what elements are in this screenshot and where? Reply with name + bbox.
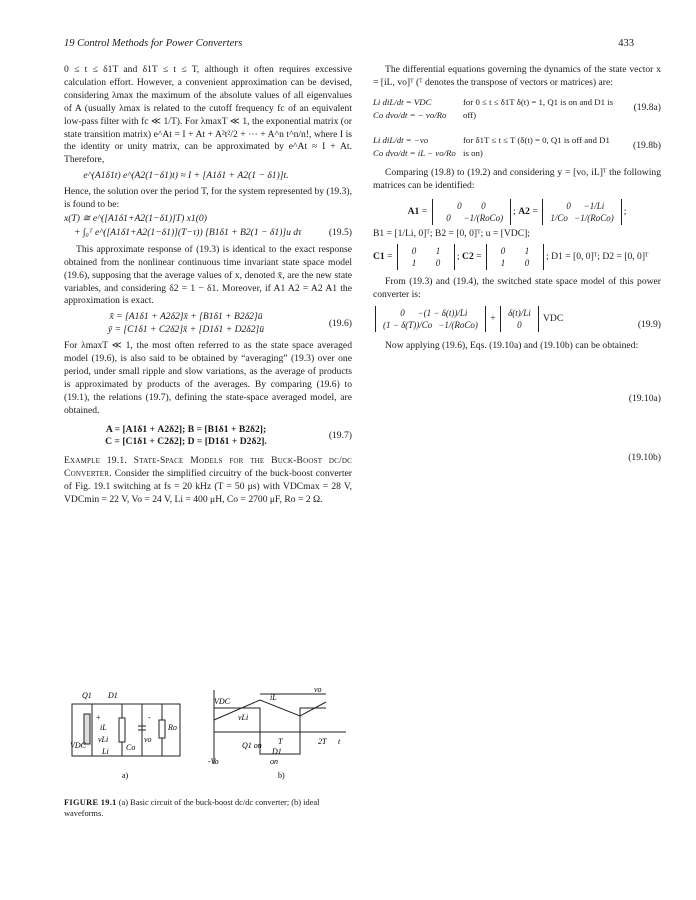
paragraph: This approximate response of (19.3) is identical to the exact response obtained from the nonlinear continuous time invariant state space model (19.6), supposing that the average values of x, denoted x̄, are the new state variables, and considering δ2 = 1 − δ1. Moreover, if A1 A2 = A2 A1 the approximation is exact. bbox=[64, 243, 352, 307]
figure-19-1 bbox=[64, 686, 352, 782]
matrix-input-9: δ(t)/Li 0 bbox=[500, 306, 539, 332]
page-number: 433 bbox=[618, 38, 634, 49]
equation-19-10b: (19.10b) bbox=[628, 451, 661, 463]
matrices-b: B1 = [1/Li, 0]ᵀ; B2 = [0, 0]ᵀ; u = [VDC]; bbox=[373, 228, 530, 240]
equation-19-10a: (19.10a) bbox=[628, 392, 661, 404]
equation-19-8b: Li diL/dt = −vo Co dvo/dt = iL − vo/Ro for δ1T ≤ t ≤ T (δ(t) = 0, Q1 is off and D1 is on) (19.8b) bbox=[373, 134, 661, 158]
wave-time: t bbox=[338, 737, 341, 746]
wave-il: iL bbox=[270, 693, 277, 702]
matrix-a2: 0 −1/Li 1/Co −1/(RoCo) bbox=[542, 199, 622, 225]
left-column bbox=[64, 64, 352, 507]
matrices-c: C1 = 0 1 1 0 ; C2 = 0 1 1 0 ; D1 = [0, 0]ᵀ; D2 = [0, 0]ᵀ bbox=[373, 246, 649, 269]
wave-vdc: VDC bbox=[214, 697, 230, 706]
example-paragraph bbox=[64, 455, 352, 507]
paragraph: Comparing (19.8) to (19.2) and considering y = [vo, iL]ᵀ the following matrices can be identified: bbox=[373, 167, 661, 192]
label-li: Li bbox=[102, 747, 109, 756]
label-vli: vLi bbox=[98, 735, 109, 744]
paragraph: The differential equations governing the dynamics of the state vector x = [iL, vo]ᵀ (ᵀ denotes the transpose of vectors or matrices) are: bbox=[373, 64, 661, 88]
figure-caption bbox=[64, 797, 352, 819]
label-co: Co bbox=[126, 743, 136, 752]
label-minus: - bbox=[148, 713, 151, 722]
running-header: 19 Control Methods for Power Converters bbox=[64, 38, 243, 49]
equation: e^(A1δ1t) e^(A2(1−δ1)t) ≈ I + [A1δ1 + A2(1 − δ1)]t. bbox=[83, 170, 289, 182]
label-vo: vo bbox=[144, 735, 152, 744]
example-title: Example 19.1. State-Space Models for the Buck-Boost dc/dc Converter. bbox=[64, 455, 352, 480]
equation-19-5-line2: + ∫₀ᵀ e^([A1δ1+A2(1−δ1)](T−τ)) [B1δ1 + B2(1 − δ1)]u dτ (19.5) bbox=[74, 226, 352, 238]
caption-text: (a) Basic circuit of the buck-boost dc/dc converter; (b) ideal waveforms. bbox=[64, 798, 320, 818]
equation-19-7: A = [A1δ1 + A2δ2]; B = [B1δ1 + B2δ2]; C = [C1δ1 + C2δ2]; D = [D1δ1 + D2δ2]. (19.7) bbox=[105, 423, 352, 448]
wave-negvo: -Vo bbox=[208, 757, 219, 766]
matrix-state-9: 0 −(1 − δ(t))/Li (1 − δ(T))/Co −1/(RoCo) bbox=[375, 306, 486, 332]
subfig-b: b) bbox=[278, 771, 285, 780]
label-plus: + bbox=[96, 713, 101, 722]
matrix-a1: 0 0 0 −1/(RoCo) bbox=[432, 199, 512, 225]
wave-2t: 2T bbox=[318, 737, 327, 746]
label-q1: Q1 bbox=[82, 691, 92, 700]
wave-q1on: Q1 on bbox=[242, 741, 262, 750]
equation-19-6: x̄̇ = [A1δ1 + A2δ2]x̄ + [B1δ1 + B2δ2]ū ȳ = [C1δ1 + C2δ2]x̄ + [D1δ1 + D2δ2]ū (19.6) bbox=[107, 311, 352, 336]
label-vdc: VDC bbox=[70, 741, 86, 750]
example-text: Consider the simplified circuitry of the buck-boost converter of Fig. 19.1 switching at fs = 20 kHz (T = 50 μs) with VDCmax = 28 V, VDCmin = 22 V, Vo = 24 V, Li = 400 μH, Co = 2700 μF, Ro = 2 Ω. bbox=[64, 468, 352, 506]
wave-on: on bbox=[270, 757, 278, 766]
paragraph: 0 ≤ t ≤ δ1T and δ1T ≤ t ≤ T, although it often requires excessive calculation effort. However, a convenient approximation can be devised, considering λmax the maximum of the absolute values of all eigenvalues of A (usually λmax is related to the cutoff frequency fc of an equivalent low-pass filter with fc ≪ 1/T). For λmaxT ≪ 1, the exponential matrix (or state transition matrix) e^At = I + At + A²t²/2 + ··· + A^n t^n/n!, where I is the identity or unity matrix, can be approximated by e^At ≈ I + At. Therefore, bbox=[64, 64, 352, 166]
matrix-c2: 0 1 1 0 bbox=[486, 244, 544, 270]
label-ro: Ro bbox=[168, 723, 177, 732]
caption-label: FIGURE 19.1 bbox=[64, 798, 117, 807]
paragraph: From (19.3) and (19.4), the switched state space model of this power converter is: bbox=[373, 276, 661, 301]
equation-19-8a: Li diL/dt = VDC Co dvo/dt = − vo/Ro for 0 ≤ t ≤ δ1T δ(t) = 1, Q1 is on and D1 is off) (19.8a) bbox=[373, 96, 661, 120]
subfig-a: a) bbox=[122, 771, 129, 780]
matrix-c1: 0 1 1 0 bbox=[397, 244, 455, 270]
label-il: iL bbox=[100, 723, 107, 732]
paragraph: For λmaxT ≪ 1, the most often referred to as the state space averaged model (19.6), is also said to be obtained by “averaging” (19.3) over one period, under small ripple and slow variations, as the average of products is approximated by products of the averages. By comparing (19.6) to (19.1), the relations (19.7), defining the state-space averaged model, are obtained. bbox=[64, 340, 352, 416]
equation-19-9: 0 −(1 − δ(t))/Li (1 − δ(T))/Co −1/(RoCo) + δ(t)/Li 0 VDC (19.9) bbox=[373, 306, 661, 332]
right-column bbox=[373, 64, 661, 468]
paragraph: Hence, the solution over the period T, for the system represented by (19.3), is found to be: bbox=[64, 186, 352, 211]
matrices-a: A1 = 0 0 0 −1/(RoCo) ; A2 = 0 −1/Li 1/Co −1/(RoCo) ; bbox=[407, 201, 627, 224]
wave-t: T bbox=[278, 737, 283, 746]
wave-vli: vLi bbox=[238, 713, 249, 722]
equation-19-5-line1: x(T) ≅ e^([A1δ1+A2(1−δ1)]T) x1(0) bbox=[64, 212, 207, 224]
paragraph: Now applying (19.6), Eqs. (19.10a) and (19.10b) can be obtained: bbox=[385, 339, 639, 351]
label-d1: D1 bbox=[108, 691, 118, 700]
wave-vo: vo bbox=[314, 686, 322, 694]
wave-d1: D1 bbox=[272, 747, 282, 756]
